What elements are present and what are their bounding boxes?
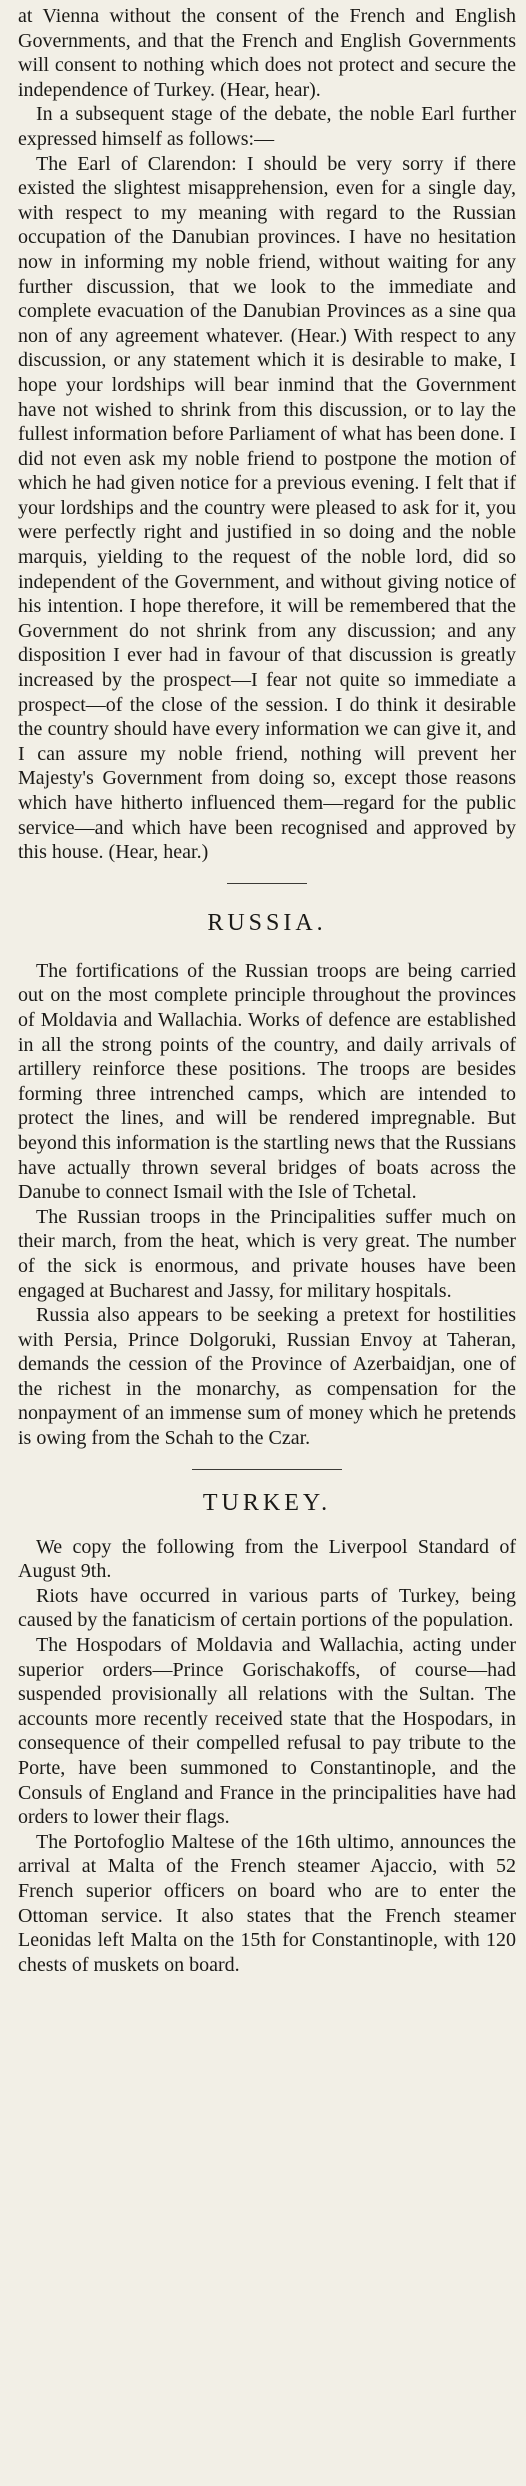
paragraph: The Earl of Clarendon: I should be very sorry if there existed the slightest misapprehension, even for a single day, with respect to my meaning with regard to the Russian occupation of the Danubian provinces. I have no hesitation now in informing my noble friend, without waiting for any further discussion, that we look to the immediate and complete evacuation of the Danubian Provinces as a sine qua non of any agreement whatever. (Hear.) With respect to any discussion, or any statement which it is desirable to make, I hope your lordships will bear inmind that the Government have not wished to shrink from this discussion, or to lay the fullest information before Parliament of what has been done. I did not even ask my noble friend to postpone the motion of which he had given notice for a previous evening. I felt that if your lordships and the country were pleased to ask for it, you were perfectly right and justified in so doing and the noble marquis, yielding to the request of the noble lord, did so independent of the Government, and without giving notice of his intention. I hope therefore, it will be remembered that the Government do not shrink from any discussion; and any disposition I ever had in favour of that discussion is greatly increased by the prospect—I fear not quite so immediate a prospect—of the close of the session. I do think it desirable the country should have every information we can give it, and I can assure my noble friend, nothing will prevent her Majesty's Government from doing so, except those reasons which have hitherto influenced them—regard for the public service—and which have been recognised and approved by this house. (Hear, hear.) <box>18 152 516 864</box>
paragraph: Russia also appears to be seeking a pretext for hostilities with Persia, Prince Dolgoruki, Russian Envoy at Taheran, demands the cession of the Province of Azerbaidjan, one of the richest in the monarchy, as compensation for the nonpayment of an immense sum of money which he pretends is owing from the Schah to the Czar. <box>18 1304 516 1450</box>
paragraph: In a subsequent stage of the debate, the noble Earl further expressed himself as follows:— <box>18 103 516 150</box>
paragraph: We copy the following from the Liverpool Standard of August 9th. <box>18 1535 516 1583</box>
section-russia <box>18 910 516 1451</box>
paragraph: The Russian troops in the Principalities suffer much on their march, from the heat, which is very great. The number of the sick is enormous, and private houses have been engaged at Bucharest and Jassy, for military hospitals. <box>18 1205 516 1302</box>
section-divider <box>192 1469 342 1470</box>
section-divider <box>227 883 307 884</box>
paragraph: The fortifications of the Russian troops are being carried out on the most complete principle throughout the provinces of Moldavia and Wallachia. Works of defence are established in all the strong points of the country, and daily arrivals of artillery reinforce these positions. The troops are besides forming three intrenched camps, which are intended to protect the lines, and will be rendered impregnable. But beyond this information is the startling news that the Russians have actually thrown several bridges of boats across the Danube to connect Ismail with the Isle of Tchetal. <box>18 959 516 1204</box>
paragraph: The Portofoglio Maltese of the 16th ultimo, announces the arrival at Malta of the French steamer Ajaccio, with 52 French superior officers on board who are to enter the Ottoman service. It also states that the French steamer Leonidas left Malta on the 15th for Constantinople, with 120 chests of muskets on board. <box>18 1830 516 1976</box>
section-heading-russia: RUSSIA. <box>207 909 327 936</box>
paragraph: Riots have occurred in various parts of Turkey, being caused by the fanaticism of certain portions of the population. <box>18 1584 516 1632</box>
paragraph: at Vienna without the consent of the French and English Governments, and that the French and English Governments will consent to nothing which does not protect and secure the independence of Turkey. (Hear, hear). <box>18 5 516 101</box>
section-turkey <box>18 1490 516 1978</box>
section-top <box>18 4 516 865</box>
paragraph: The Hospodars of Moldavia and Wallachia, acting under superior orders—Prince Gorischakoffs, of course—had suspended provisionally all relations with the Sultan. The accounts more recently received state that the Hospodars, in consequence of their compelled refusal to pay tribute to the Porte, have been summoned to Constantinople, and the Consuls of England and France in the principalities have had orders to lower their flags. <box>18 1634 516 1829</box>
section-heading-turkey: TURKEY. <box>202 1489 332 1516</box>
